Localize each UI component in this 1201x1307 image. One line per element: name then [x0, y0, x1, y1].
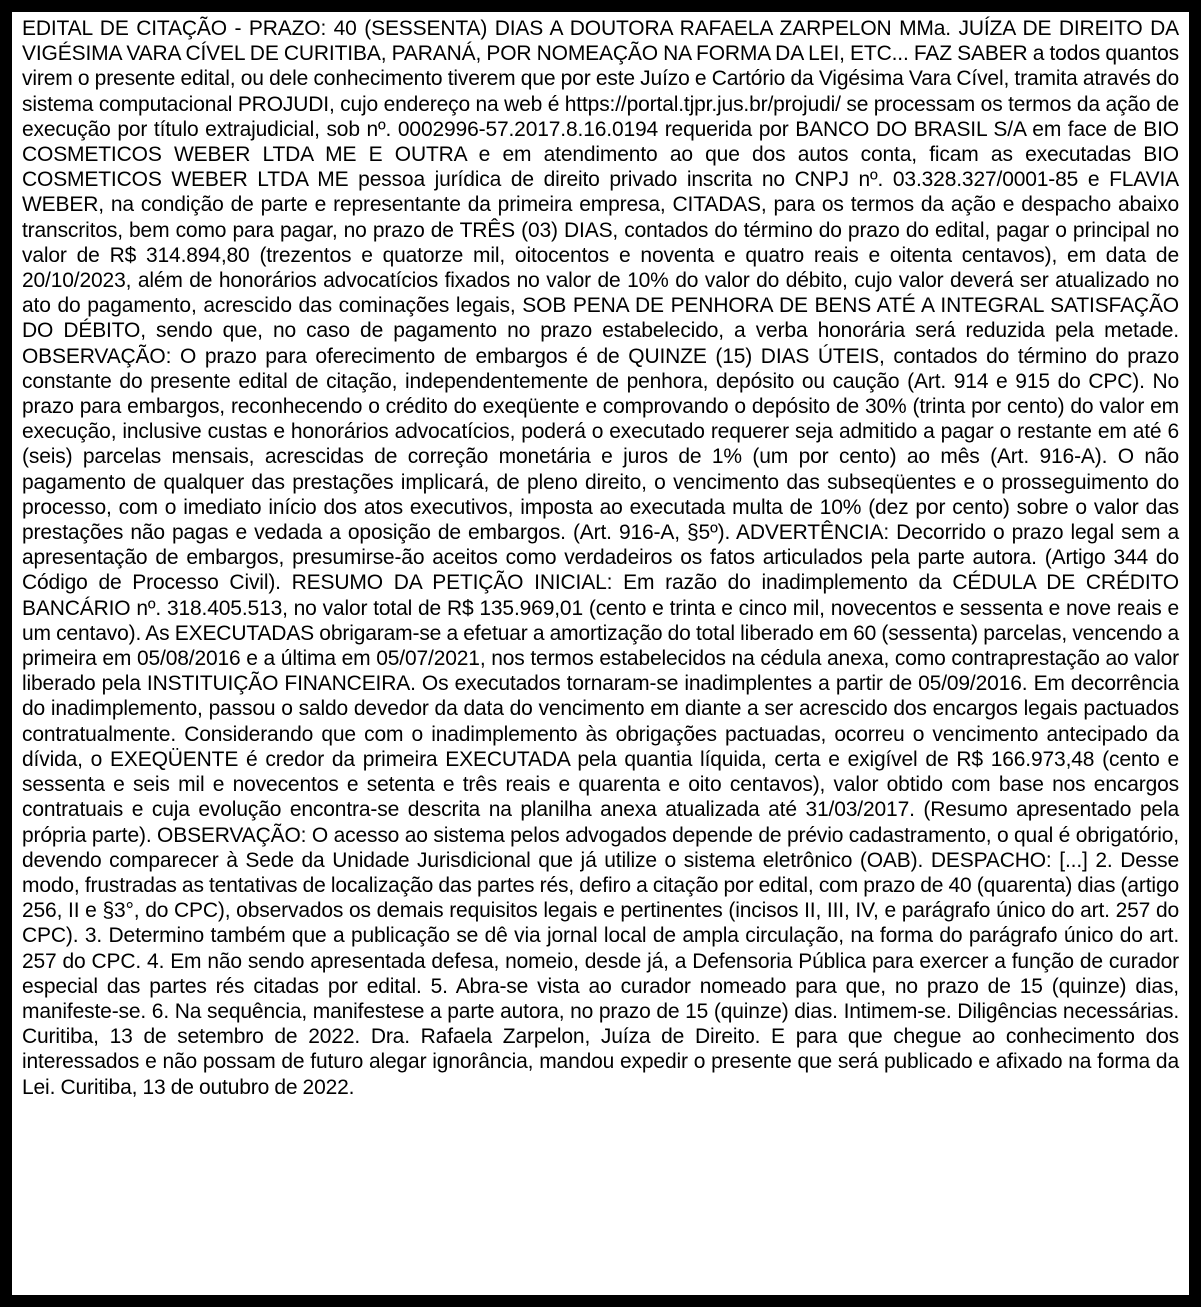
edital-body-text: EDITAL DE CITAÇÃO - PRAZO: 40 (SESSENTA) DIAS A DOUTORA RAFAELA ZARPELON MMa. JUÍZA DE DIREITO DA VIGÉSIMA VARA CÍVEL DE CURITIBA, PARANÁ, POR NOMEAÇÃO NA FORMA DA LEI, ETC... FAZ SABER a todos quantos virem o presente edital, ou dele conhecimento tiverem que por este Juízo e Cartório da Vigésima Vara Cível, tramita através do sistema computacional PROJUDI, cujo endereço na web é https://portal.tjpr.jus.br/projudi/ se processam os termos da ação de execução por título extrajudicial, sob nº. 0002996-57.2017.8.16.0194 requerida por BANCO DO BRASIL S/A em face de BIO COSMETICOS WEBER LTDA ME E OUTRA e em atendimento ao que dos autos conta, ficam as executadas BIO COSMETICOS WEBER LTDA ME pessoa jurídica de direito privado inscrita no CNPJ nº. 03.328.327/0001-85 e FLAVIA WEBER, na condição de parte e representante da primeira empresa, CITADAS, para os termos da ação e despacho abaixo transcritos, bem como para pagar, no prazo de TRÊS (03) DIAS, contados do término do prazo do edital, pagar o principal no valor de R$ 314.894,80 (trezentos e quatorze mil, oitocentos e noventa e quatro reais e oitenta centavos), em data de 20/10/2023, além de honorários advocatícios fixados no valor de 10% do valor do débito, cujo valor deverá ser atualizado no ato do pagamento, acrescido das cominações legais, SOB PENA DE PENHORA DE BENS ATÉ A INTEGRAL SATISFAÇÃO DO DÉBITO, sendo que, no caso de pagamento no prazo estabelecido, a verba honorária será reduzida pela metade. OBSERVAÇÃO: O prazo para oferecimento de embargos é de QUINZE (15) DIAS ÚTEIS, contados do término do prazo constante do presente edital de citação, independentemente de penhora, depósito ou caução (Art. 914 e 915 do CPC). No prazo para embargos, reconhecendo o crédito do exeqüente e comprovando o depósito de 30% (trinta por cento) do valor em execução, inclusive custas e honorários advocatícios, poderá o executado requerer seja admitido a pagar o restante em até 6 (seis) parcelas mensais, acrescidas de correção monetária e juros de 1% (um por cento) ao mês (Art. 916-A). O não pagamento de qualquer das prestações implicará, de pleno direito, o vencimento das subseqüentes e o prosseguimento do processo, com o imediato início dos atos executivos, imposta ao executada multa de 10% (dez por cento) sobre o valor das prestações não pagas e vedada a oposição de embargos. (Art. 916-A, §5º). ADVERTÊNCIA: Decorrido o prazo legal sem a apresentação de embargos, presumirse-ão aceitos como verdadeiros os fatos articulados pela parte autora. (Artigo 344 do Código de Processo Civil). RESUMO DA PETIÇÃO INICIAL: Em razão do inadimplemento da CÉDULA DE CRÉDITO BANCÁRIO nº. 318.405.513, no valor total de R$ 135.969,01 (cento e trinta e cinco mil, novecentos e sessenta e nove reais e um centavo). As EXECUTADAS obrigaram-se a efetuar a amortização do total liberado em 60 (sessenta) parcelas, vencendo a primeira em 05/08/2016 e a última em 05/07/2021, nos termos estabelecidos na cédula anexa, como contraprestação ao valor liberado pela INSTITUIÇÃO FINANCEIRA. Os executados tornaram-se inadimplentes a partir de 05/09/2016. Em decorrência do inadimplemento, passou o saldo devedor da data do vencimento em diante a ser acrescido dos encargos legais pactuados contratualmente. Considerando que com o inadimplemento às obrigações pactuadas, ocorreu o vencimento antecipado da dívida, o EXEQÜENTE é credor da primeira EXECUTADA pela quantia líquida, certa e exigível de R$ 166.973,48 (cento e sessenta e seis mil e novecentos e setenta e três reais e quarenta e oito centavos), valor obtido com base nos encargos contratuais e cuja evolução encontra-se descrita na planilha anexa atualizada até 31/03/2017. (Resumo apresentado pela própria parte). OBSERVAÇÃO: O acesso ao sistema pelos advogados depende de prévio cadastramento, o qual é obrigatório, devendo comparecer à Sede da Unidade Jurisdicional que já utilize o sistema eletrônico (OAB). DESPACHO: [...] 2. Desse modo, frustradas as tentativas de localização das partes rés, defiro a citação por edital, com prazo de 40 (quarenta) dias (artigo 256, II e §3°, do CPC), observados os demais requisitos legais e pertinentes (incisos II, III, IV, e parágrafo único do art. 257 do CPC). 3. Determino também que a publicação se dê via jornal local de ampla circulação, na forma do parágrafo único do art. 257 do CPC. 4. Em não sendo apresentada defesa, nomeio, desde já, a Defensoria Pública para exercer a função de curador especial das partes rés citadas por edital. 5. Abra-se vista ao curador nomeado para que, no prazo de 15 (quinze) dias, manifeste-se. 6. Na sequência, manifestese a parte autora, no prazo de 15 (quinze) dias. Intimem-se. Diligências necessárias. Curitiba, 13 de setembro de 2022. Dra. Rafaela Zarpelon, Juíza de Direito. E para que chegue ao conhecimento dos interessados e não possam de futuro alegar ignorância, mandou expedir o presente que será publicado e afixado na forma da Lei. Curitiba, 13 de outubro de 2022.: [22, 17, 1179, 1099]
